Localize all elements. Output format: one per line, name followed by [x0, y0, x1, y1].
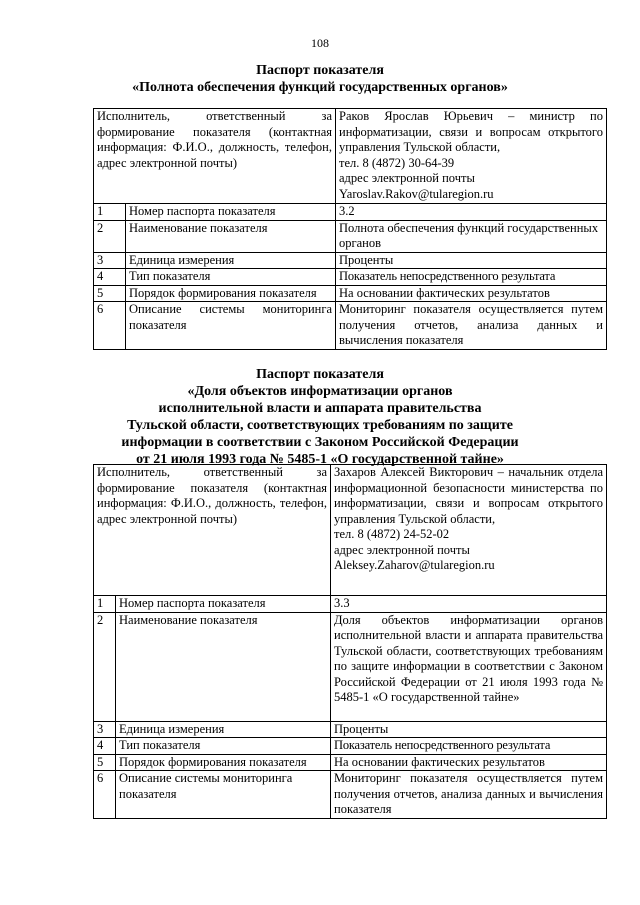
table-row [94, 465, 607, 596]
row-label: Порядок формирования показателя [116, 754, 331, 771]
row-label: Единица измерения [116, 721, 331, 738]
row-value: 3.2 [336, 204, 607, 221]
passport1-executor-name: Раков Ярослав Юрьевич – министр по информатизации, связи и вопросам открытого управления Тульской области, [339, 109, 603, 154]
passport2-title-line5: информации в соответствии с Законом Российской Федерации [121, 435, 519, 450]
passport2-table [93, 464, 607, 819]
row-label: Единица измерения [126, 252, 336, 269]
table-row [94, 721, 607, 738]
row-number: 5 [94, 285, 126, 302]
passport2-title-line1: Паспорт показателя [256, 367, 384, 382]
row-label: Порядок формирования показателя [126, 285, 336, 302]
table-row [94, 738, 607, 755]
table-row [94, 269, 607, 286]
row-value: Мониторинг показателя осуществляется путем получения отчетов, анализа данных и вычисления показателя [336, 302, 607, 350]
row-value: Показатель непосредственного результата [336, 269, 607, 286]
row-label: Номер паспорта показателя [116, 596, 331, 613]
row-number: 3 [94, 252, 126, 269]
row-number: 4 [94, 738, 116, 755]
table-row [94, 109, 607, 204]
table-row [94, 302, 607, 350]
passport2-title [0, 366, 640, 468]
passport1-executor-value [336, 109, 607, 204]
table-row [94, 612, 607, 721]
passport2-executor-label: Исполнитель, ответственный за формирование показателя (контактная информация: Ф.И.О., должность, телефон, адрес электронной почты) [94, 465, 331, 596]
row-number: 6 [94, 771, 116, 819]
row-value: 3.3 [331, 596, 607, 613]
passport1-table [93, 108, 607, 350]
passport1-title [0, 62, 640, 96]
row-number: 5 [94, 754, 116, 771]
row-value: Доля объектов информатизации органов исполнительной власти и аппарата правительства Тульской области, соответствующих требованиям по защите информации в соответствии с Законом Российской Федерации от 21 июля 1993 года № 5485-1 «О государственной тайне» [331, 612, 607, 721]
row-number: 1 [94, 596, 116, 613]
passport1-executor-label: Исполнитель, ответственный за формирование показателя (контактная информация: Ф.И.О., должность, телефон, адрес электронной почты) [94, 109, 336, 204]
row-value: Мониторинг показателя осуществляется путем получения отчетов, анализа данных и вычисления показателя [331, 771, 607, 819]
row-label: Тип показателя [126, 269, 336, 286]
passport2-executor-name: Захаров Алексей Викторович – начальник отдела информационной безопасности министерства по информатизации, связи и вопросам открытого управления Тульской области, [334, 465, 603, 526]
row-number: 1 [94, 204, 126, 221]
table-row [94, 252, 607, 269]
page-number: 108 [311, 36, 329, 50]
row-value: На основании фактических результатов [331, 754, 607, 771]
passport2-executor-email: Aleksey.Zaharov@tularegion.ru [334, 558, 495, 572]
passport1-title-line2: «Полнота обеспечения функций государственных органов» [132, 80, 508, 95]
row-value: На основании фактических результатов [336, 285, 607, 302]
passport2-title-line2: «Доля объектов информатизации органов [187, 384, 453, 399]
row-number: 2 [94, 612, 116, 721]
row-label: Наименование показателя [116, 612, 331, 721]
passport1-title-line1: Паспорт показателя [256, 63, 384, 78]
passport2-title-line6: от 21 июля 1993 года № 5485-1 «О государственной тайне» [136, 452, 504, 467]
row-value: Полнота обеспечения функций государственных органов [336, 220, 607, 252]
passport2-executor-phone: тел. 8 (4872) 24-52-02 [334, 527, 450, 541]
row-value: Проценты [331, 721, 607, 738]
row-label: Тип показателя [116, 738, 331, 755]
row-label: Описание системы мониторинга показателя [116, 771, 331, 819]
table-row [94, 220, 607, 252]
table-row [94, 285, 607, 302]
passport2-executor-value [331, 465, 607, 596]
row-number: 3 [94, 721, 116, 738]
table-row [94, 771, 607, 819]
passport2-title-line3: исполнительной власти и аппарата правительства [158, 401, 482, 416]
row-label: Описание системы мониторинга показателя [126, 302, 336, 350]
row-number: 6 [94, 302, 126, 350]
table-row [94, 754, 607, 771]
table-row [94, 596, 607, 613]
row-label: Номер паспорта показателя [126, 204, 336, 221]
row-label: Наименование показателя [126, 220, 336, 252]
row-value: Проценты [336, 252, 607, 269]
passport2-executor-email-label: адрес электронной почты [334, 542, 470, 557]
row-number: 4 [94, 269, 126, 286]
passport2-title-line4: Тульской области, соответствующих требованиям по защите [127, 418, 513, 433]
row-number: 2 [94, 220, 126, 252]
table-row [94, 204, 607, 221]
row-value: Показатель непосредственного результата [331, 738, 607, 755]
passport1-executor-phone: тел. 8 (4872) 30-64-39 [339, 155, 455, 170]
passport1-executor-email: Yaroslav.Rakov@tularegion.ru [339, 186, 494, 201]
passport1-executor-email-label: адрес электронной почты [339, 171, 475, 185]
